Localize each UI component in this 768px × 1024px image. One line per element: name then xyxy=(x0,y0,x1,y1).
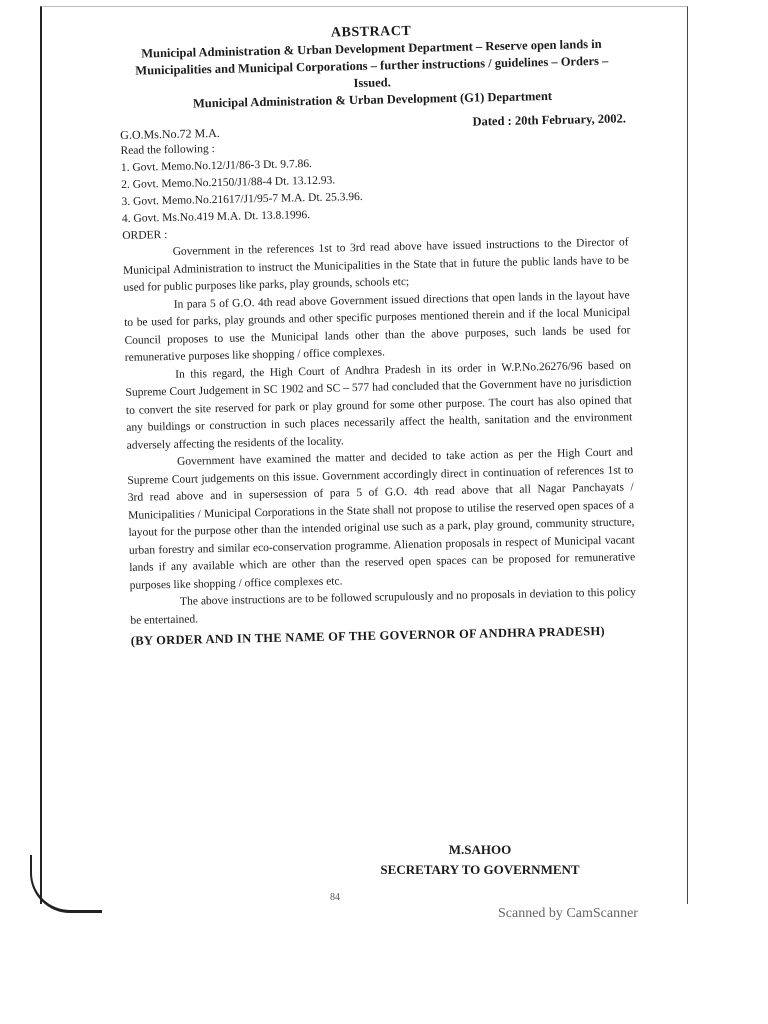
signature-block xyxy=(360,840,600,880)
order-paragraph: In this regard, the High Court of Andhra Pradesh in its order in W.P.No.26276/96 based on Supreme Court Judgement in SC 1902 and SC – 577 had concluded that the Government have no jurisdiction to convert the site reserved for park or play ground for some other purpose. The court has also opined that any buildings or construction in such places necessarily affect the health, sanitation and the environment adversely affecting the residents of the locality. xyxy=(125,358,633,452)
signatory-designation: SECRETARY TO GOVERNMENT xyxy=(380,862,580,877)
abstract-subject: Municipal Administration & Urban Development Department – Reserve open lands in Municipalities and Municipal Corporations – further instructions / guidelines – Orders – Issued. xyxy=(135,36,609,91)
page-curl xyxy=(30,855,102,913)
document-body xyxy=(118,19,637,649)
reference-item: 2. Govt. Memo.No.2150/J1/88-4 Dt. 13.12.93. xyxy=(121,174,336,191)
abstract-department: Municipal Administration & Urban Development (G1) Department xyxy=(192,88,553,111)
dated: Dated : 20th February, 2002. xyxy=(472,111,627,129)
order-heading: ORDER : xyxy=(122,229,168,242)
scanner-watermark: Scanned by CamScanner xyxy=(498,906,638,921)
order-paragraph: Government in the references 1st to 3rd read above have issued instructions to the Director of Municipal Administration to instruct the Municipalities in the State that in future the public lands have to be used for public purposes like parks, play grounds, schools etc; xyxy=(122,236,630,294)
order-paragraph: The above instructions are to be followed scrupulously and no proposals in deviation to this policy be entertained. xyxy=(130,586,637,627)
by-order-statement: (BY ORDER AND IN THE NAME OF THE GOVERNOR OF ANDHRA PRADESH) xyxy=(130,623,606,648)
reference-item: 1. Govt. Memo.No.12/J1/86-3 Dt. 9.7.86. xyxy=(120,157,313,174)
reference-item: 4. Govt. Ms.No.419 M.A. Dt. 13.8.1996. xyxy=(121,209,311,225)
order-paragraph: In para 5 of G.O. 4th read above Government issued directions that open lands in the layout have to be used for parks, play grounds and other specific purposes mentioned therein and if the local Municipal Council proposes to use the Municipal lands other than the above purposes, such lands be used for remunerative purposes like shopping / office complexes. xyxy=(124,288,631,364)
page-number: 84 xyxy=(330,892,340,903)
go-number: G.O.Ms.No.72 M.A. xyxy=(120,125,221,142)
read-heading: Read the following : xyxy=(120,143,215,157)
signatory-name: M.SAHOO xyxy=(448,842,512,857)
reference-item: 3. Govt. Memo.No.21617/J1/95-7 M.A. Dt. 25.3.96. xyxy=(121,190,363,208)
order-paragraph: Government have examined the matter and decided to take action as per the High Court and Supreme Court judgements on this issue. Government accordingly direct in continuation of references 1st to 3rd read above and in supersession of para 5 of G.O. 4th read above that all Nagar Panchayats / Municipalities / Municipal Corporations in the State shall not propose to utilise the reserved open spaces of a layout for the purpose other than the intended original use such as a park, play ground, community structure, urban forestry and similar eco-conservation programme. Alienation proposals in respect of Municipal vacant lands if any available which are other than the reserved open spaces can be proposed for remunerative purposes like shopping / office complexes etc. xyxy=(127,446,636,592)
abstract-title: ABSTRACT xyxy=(330,23,412,41)
